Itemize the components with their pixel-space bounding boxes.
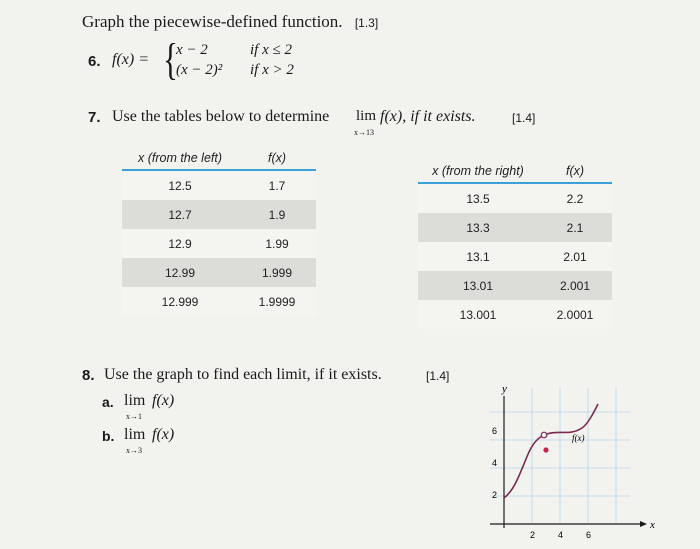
header-title: Graph the piecewise-defined function.	[82, 12, 343, 31]
right-x-cell: 13.1	[418, 242, 538, 271]
right-fx-cell: 2.01	[538, 242, 612, 271]
right-table	[418, 160, 612, 329]
left-table-header-x: x (from the left)	[122, 147, 238, 170]
right-x-cell: 13.01	[418, 271, 538, 300]
left-fx-cell: 1.7	[238, 170, 316, 200]
table-row	[122, 258, 316, 287]
left-fx-cell: 1.9	[238, 200, 316, 229]
y-tick-label: 6	[492, 426, 498, 436]
problem-7-section-tag: [1.4]	[512, 111, 536, 125]
table-row	[418, 300, 612, 329]
left-x-cell: 12.9	[122, 229, 238, 258]
part-a-lim-sub: x→1	[126, 412, 142, 421]
function-curve-left	[504, 436, 542, 498]
left-fx-cell: 1.9999	[238, 287, 316, 316]
table-row	[418, 242, 612, 271]
function-graph	[470, 378, 670, 548]
table-row	[122, 170, 316, 200]
left-x-cell: 12.5	[122, 170, 238, 200]
problem-7	[88, 108, 648, 144]
y-tick-label: 2	[492, 490, 498, 500]
problem-8-text: Use the graph to find each limit, if it exists.	[104, 366, 382, 383]
y-axis-label: y	[502, 383, 507, 395]
right-table-header-fx: f(x)	[538, 160, 612, 183]
right-table-header-x: x (from the right)	[418, 160, 538, 183]
problem-8-section-tag: [1.4]	[426, 369, 450, 383]
left-x-cell: 12.7	[122, 200, 238, 229]
left-x-cell: 12.99	[122, 258, 238, 287]
y-tick-label: 4	[492, 458, 498, 468]
left-fx-cell: 1.99	[238, 229, 316, 258]
graph-grid	[490, 388, 630, 523]
open-point	[541, 432, 547, 438]
table-row	[122, 229, 316, 258]
x-tick-label: 2	[530, 530, 536, 540]
part-a-label: a.	[102, 394, 114, 410]
table-row	[122, 287, 316, 316]
filled-point	[543, 447, 548, 452]
table-row	[418, 183, 612, 213]
function-curve-right	[547, 404, 598, 434]
right-fx-cell: 2.2	[538, 183, 612, 213]
part-a-lim: lim	[124, 392, 146, 409]
x-axis-arrow	[640, 521, 647, 527]
problem-6-fx: f(x) =	[112, 51, 149, 68]
left-fx-cell: 1.999	[238, 258, 316, 287]
piece-1-cond: if x ≤ 2	[250, 42, 292, 58]
right-fx-cell: 2.001	[538, 271, 612, 300]
right-fx-cell: 2.1	[538, 213, 612, 242]
piece-2-cond: if x > 2	[250, 62, 294, 78]
part-a-expr: f(x)	[152, 392, 175, 409]
header-section-tag: [1.3]	[354, 16, 379, 30]
left-x-cell: 12.999	[122, 287, 238, 316]
part-b-expr: f(x)	[152, 426, 175, 443]
curve-label: f(x)	[572, 433, 585, 443]
part-b-lim-sub: x→3	[126, 446, 142, 455]
section-header	[82, 12, 378, 32]
right-x-cell: 13.5	[418, 183, 538, 213]
problem-7-text: Use the tables below to determine	[112, 108, 330, 125]
table-row	[418, 271, 612, 300]
problem-7-lim-sub: x→13	[354, 128, 374, 137]
part-b-lim: lim	[124, 426, 146, 443]
x-tick-label: 6	[586, 530, 592, 540]
table-row	[122, 200, 316, 229]
part-b-label: b.	[102, 428, 115, 444]
piece-2-expr: (x − 2)²	[176, 62, 223, 78]
right-fx-cell: 2.0001	[538, 300, 612, 329]
problem-7-number: 7.	[88, 109, 101, 126]
problem-8	[82, 366, 462, 466]
table-row	[418, 213, 612, 242]
left-table	[122, 147, 316, 316]
right-x-cell: 13.3	[418, 213, 538, 242]
problem-7-text-after: f(x), if it exists.	[380, 108, 476, 125]
piecewise-brace: {	[163, 35, 178, 84]
right-x-cell: 13.001	[418, 300, 538, 329]
problem-7-lim: lim	[356, 108, 377, 124]
left-table-header-fx: f(x)	[238, 147, 316, 170]
x-tick-label: 4	[558, 530, 564, 540]
problem-8-number: 8.	[82, 367, 95, 384]
piece-1-expr: x − 2	[176, 42, 208, 58]
x-axis-label: x	[650, 519, 655, 531]
problem-6-number: 6.	[88, 53, 101, 70]
problem-6	[88, 35, 348, 94]
